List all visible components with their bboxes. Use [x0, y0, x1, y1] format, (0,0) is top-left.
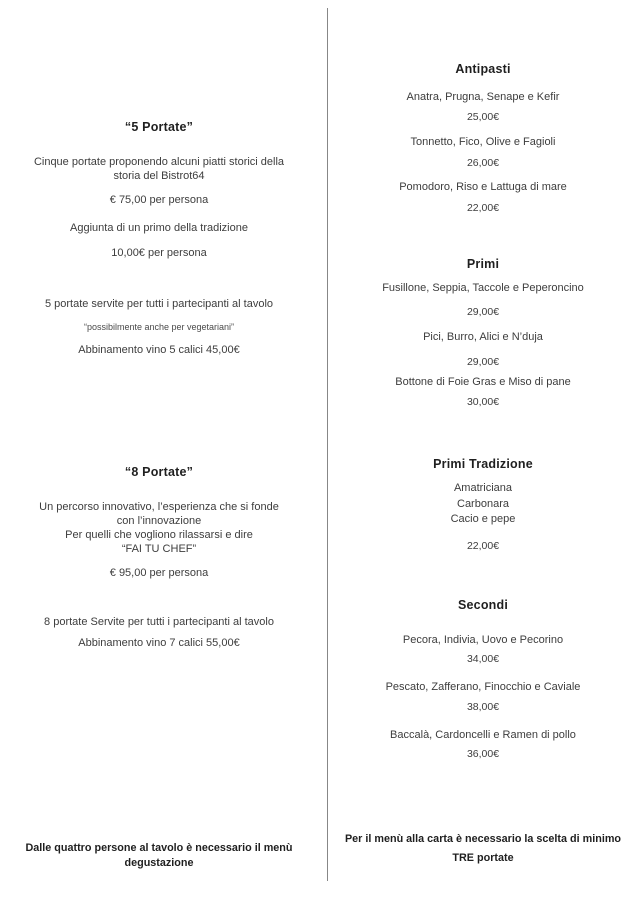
right-footer-note-line1: Per il menù alla carta è necessario la scelta di minimo	[344, 833, 622, 845]
dish-name: Bottone di Foie Gras e Miso di pane	[395, 376, 571, 388]
tasting-5-description	[0, 155, 318, 183]
dish-name: Fusillone, Seppia, Taccole e Peperoncino	[382, 282, 584, 294]
dish-price: 30,00€	[466, 396, 500, 408]
dish-name: Carbonara	[457, 498, 509, 510]
tasting-8-description	[0, 500, 318, 556]
tasting-8-description-line3: Per quelli che vogliono rilassarsi e dire	[65, 529, 253, 541]
tasting-5-price: € 75,00 per persona	[109, 194, 209, 206]
tasting-5-description-line1: Cinque portate proponendo alcuni piatti storici della	[33, 156, 285, 168]
dish-name: Pomodoro, Riso e Lattuga di mare	[399, 181, 567, 193]
tasting-8-serving-note: 8 portate Servite per tutti i partecipanti al tavolo	[44, 616, 274, 628]
dish-price: 26,00€	[466, 157, 500, 169]
antipasti-section-title: Antipasti	[455, 62, 511, 76]
tasting-5-title: “5 Portate”	[124, 120, 194, 134]
tasting-5-description-line2: storia del Bistrot64	[113, 170, 205, 182]
tasting-8-price: € 95,00 per persona	[109, 567, 209, 579]
dish-price: 29,00€	[466, 356, 500, 368]
tasting-5-supplement: Aggiunta di un primo della tradizione	[70, 222, 248, 234]
tasting-8-description-line1: Un percorso innovativo, l’esperienza che si fonde	[39, 501, 279, 513]
right-footer-note	[332, 832, 634, 866]
tasting-5-wine-pairing: Abbinamento vino 5 calici 45,00€	[78, 344, 240, 356]
dish-name: Anatra, Prugna, Senape e Kefir	[406, 91, 560, 103]
tasting-5-serving-note: 5 portate servite per tutti i partecipanti al tavolo	[44, 298, 274, 310]
dish-price: 22,00€	[466, 202, 500, 214]
tasting-8-title: “8 Portate”	[124, 465, 194, 479]
dish-name: Amatriciana	[453, 482, 513, 494]
column-divider-line	[327, 8, 328, 881]
right-footer-note-line2: TRE portate	[452, 852, 514, 864]
primi-section-title: Primi	[466, 257, 500, 271]
left-footer-note	[0, 841, 318, 871]
dish-price: 38,00€	[466, 701, 500, 713]
left-footer-note-line1: Dalle quattro persone al tavolo è necessario il menù	[25, 842, 293, 854]
tasting-8-description-line2: con l’innovazione	[116, 515, 202, 527]
dish-price: 34,00€	[466, 653, 500, 665]
dish-name: Cacio e pepe	[450, 513, 516, 525]
primi-tradizione-section-title: Primi Tradizione	[433, 457, 533, 471]
tasting-8-description-line4: “FAI TU CHEF”	[121, 543, 197, 555]
dish-price: 25,00€	[466, 111, 500, 123]
dish-name: Pecora, Indivia, Uovo e Pecorino	[402, 634, 564, 646]
dish-price: 29,00€	[466, 306, 500, 318]
dish-name: Pici, Burro, Alici e N’duja	[423, 331, 543, 343]
left-footer-note-line2: degustazione	[124, 857, 194, 869]
tasting-8-wine-pairing: Abbinamento vino 7 calici 55,00€	[78, 637, 240, 649]
dish-name: Tonnetto, Fico, Olive e Fagioli	[410, 136, 556, 148]
dish-name: Baccalà, Cardoncelli e Ramen di pollo	[390, 729, 576, 741]
secondi-section-title: Secondi	[457, 598, 509, 612]
dish-price: 22,00€	[466, 540, 500, 552]
dish-price: 36,00€	[466, 748, 500, 760]
dish-name: Pescato, Zafferano, Finocchio e Caviale	[385, 681, 581, 693]
tasting-5-supplement-price: 10,00€ per persona	[111, 247, 207, 259]
tasting-5-vegetarian-note: “possibilmente anche per vegetariani”	[83, 322, 235, 332]
